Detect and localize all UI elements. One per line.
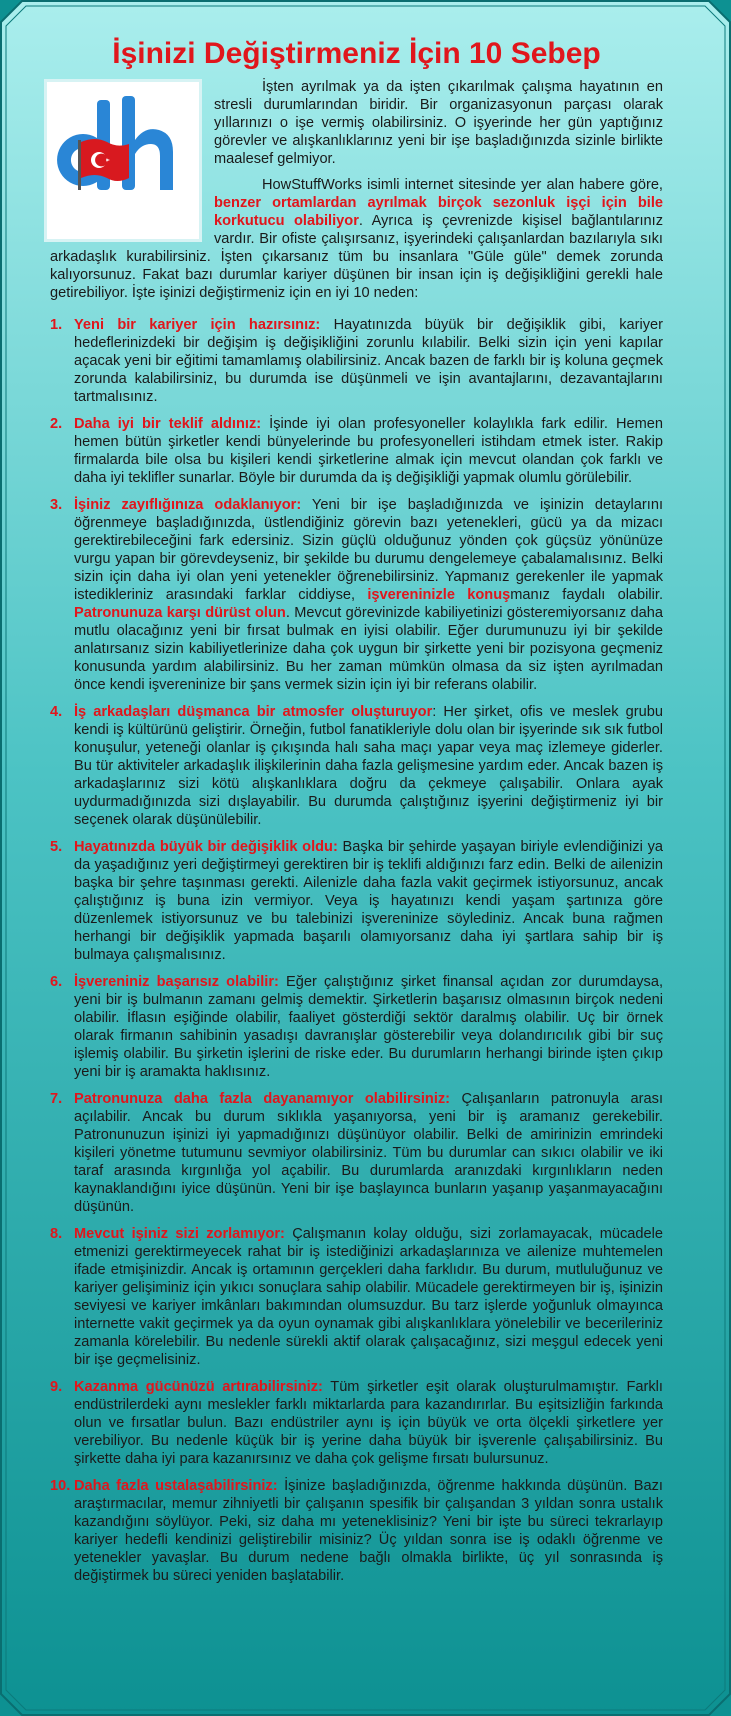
list-item [50,838,663,964]
item-number: 8. [50,1226,63,1242]
item-text: İşinde iyi olan profesyoneller kolaylıkla fark edilir. Hemen hemen bütün şirketler kendi bünyelerinde bu profesyonelleri istihdam etmek ister. Rakip firmalarda bile olsa bu kişileri kendi şirketlerine almak için mevcut olandan çok farklı ve daha iyi teklifler sunarlar. Böyle bir durumda da iş değişikliği yapmak olumlu görülebilir. [74,416,663,486]
item-heading: İşiniz zayıflığınıza odaklanıyor: [74,497,302,513]
item-text: Tüm şirketler eşit olarak oluşturulmamıştır. Farklı endüstrilerdeki aynı meslekler farklı miktarlarda para kazandırırlar. Bu eşitsizliğin farkında olun ve fırsatlar bulun. Bazı endüstriler aynı iş için büyük ve orta ölçekli şirketlere yer verebiliyor. Bu nedenle küçük bir iş yerine daha büyük bir işverenle çalışabilirsiniz. Bu şirkette daha iyi para kazanırsınız ve daha çok gelişme fırsatı bulursunuz. [74,1379,663,1467]
item-number: 5. [50,839,63,855]
item-text: Eğer çalıştığınız şirket finansal açıdan zor durumdaysa, yeni bir iş bulmanın zamanı gelmiş demektir. Şirketlerin başarısız olmasının birçok nedeni olabilir. İflasın eşiğinde olabilir, faaliyet gösterdiği sektör daralmış olabilir. Uç bir örnek olarak firmanın sahibinin yasadışı davranışlar gösterebilir veya dolandırıcılık gibi bir suç işlemiş olabilir. Bu şirketin işlerini de riske eder. Bu durumların herhangi birinde işten çıkıp yeni bir iş aramakta haklısınız. [74,974,663,1080]
article [50,34,663,1594]
item-number: 10. [50,1478,71,1494]
intro-text: . Ayrıca iş çevrenizde kişisel bağlantılarınız vardır. Bir ofiste çalışırsanız, işyerindeki çalışanlardan bazılarıyla sıkı arkadaşlık kurabilirsiniz. İşten çıkarsanız tüm bu insanlara "Güle güle" demek zorunda kalıyorsunuz. Fakat bazı durumlar kariyer düşünen bir insan için iş değişikliğini gerekli hale getirebiliyor. İşte işinizi değiştirmeniz için en iyi 10 neden: [50,213,663,301]
item-text: Çalışanların patronuyla arası açılabilir. Ancak bu durum sıklıkla yaşanıyorsa, yeni bir iş aramanız gerekebilir. Patronunuzun işinizi iyi yapmadığınızı düşünüyor olabilir. Belki de amirinizin emrindeki kişileri yönetme tutumunu sevmiyor olabilirsiniz. Tüm bu durumlar can sıkıcı olabilir ve iki taraf arasında kırgınlığa yol açabilir. Bu durumlarda aranızdaki kırgınlıkların neden kaynaklandığını iyice düşünün. Yeni bir işe başlayınca bunların yaşanıp yaşanmayacağını düşünün. [74,1091,663,1215]
item-text: Başka bir şehirde yaşayan biriyle evlendiğinizi ya da yaşadığınız yeri değiştirmeyi gerektiren bir iş teklifi aldığınızı farz edin. Belki de ailenizin başka bir şehre taşınması gerekti. Ailenizle daha fazla vakit geçirmek istiyorsunuz, ancak çalıştığınız iş buna izin vermiyor. Veya iş hayatınızı kendi yaşam şartınıza göre düzenlemek istiyorsunuz ve bu talebinizi işvereninize söylediniz. Ancak buna rağmen herhangi bir değişiklik yapmada başarılı olamıyorsanız daha iyi şartlara sahip bir iş bulmaya çalışmalısınız. [74,839,663,963]
item-number: 2. [50,416,63,432]
item-heading: Kazanma gücünüzü artırabilirsiniz: [74,1379,323,1395]
list-item [50,496,663,694]
list-item [50,1090,663,1216]
item-number: 7. [50,1091,63,1107]
item-number: 9. [50,1379,63,1395]
item-heading: İş arkadaşları düşmanca bir atmosfer oluşturuyor [74,704,433,720]
intro-text: HowStuffWorks isimli internet sitesinde yer alan habere göre, [262,177,663,193]
intro-highlight: benzer ortamlardan ayrılmak birçok sezonluk işçi için bile korkutucu olabiliyor [214,195,663,229]
item-text: . Mevcut görevinizde kabiliyetinizi gösteremiyorsanız daha mutlu olacağınız yeni bir fırsat bulmak en iyisi olabilir. Eğer durumunuzu iyi bir şekilde anlatırsanız sizin kabiliyetlerinize daha çok uygun bir şirkette yeni bir pozisyona geçmeniz konusunda yardım alabilirsiniz. Bu her zaman mümkün olmasa da siz işten ayrılmadan önce kendi işvereninize bir şans vermek sizin için iyi bir referans olabilir. [74,605,664,693]
item-text: manız faydalı olabilir. [510,587,663,603]
item-heading: Daha fazla ustalaşabilirsiniz: [74,1478,278,1494]
item-heading: Yeni bir kariyer için hazırsınız: [74,317,321,333]
item-text: İşinize başladığınızda, öğrenme hakkında düşünün. Bazı araştırmacılar, memur zihniyetli bir çalışanın spesifik bir çalışandan 3 yıldan sonra ustalık kazandığını söylüyor. Peki, siz daha mı yeteneklisiniz? Yeni bir işte bu süreci tekrarlayıp kariyer hedefli kendinizi geliştirebilir misiniz? Üç yıldan sonra ise iş odaklı öğrenme ve yetenekler yavaşlar. Bu durum nedene bağlı olmakla birlikte, üç yıl sonrasında iş değiştirmek bu süreci yeniden başlatabilir. [74,1478,663,1584]
item-text: : Her şirket, ofis ve meslek grubu kendi iş kültürünü geliştirir. Örneğin, futbol fanatikleriyle dolu olan bir işyerinde sık sık futbol konuşulur, yeteneği olanlar iş çıkışında halı saha maçı yapar veya maç izlemeye giderler. Bu tür aktiviteler arkadaşlık ilişkilerinin daha fazla gelişmesine yardım eder. Ancak bazen iş arkadaşlarınız sizi kötü alışkanlıklara doğru da çekmeye çalışabilir. Onlara ayak uydurmadığınızda sizi dışlayabilir. Bu durumda çalıştığınız işyerini değiştirmeniz iyi bir seçenek olarak düşünülebilir. [74,704,664,828]
intro-paragraph-1: İşten ayrılmak ya da işten çıkarılmak çalışma hayatının en stresli durumlarından biridir. Bir organizasyonun parçası olarak yıllarınızı o işe vermiş olabilirsiniz. O işyerinde her gün yaptığınız görevler ve alışkanlıklarınız yeni bir işe başladığınızda sizinle birlikte maalesef gelmiyor. [214,79,663,167]
item-heading: Mevcut işiniz sizi zorlamıyor: [74,1226,285,1242]
item-heading: İşvereniniz başarısız olabilir: [74,974,279,990]
list-item [50,703,663,829]
list-item [50,415,663,487]
list-item [50,1477,663,1585]
reasons-list [50,316,663,1585]
item-highlight: Patronunuza karşı dürüst olun [74,605,286,621]
item-heading: Patronunuza daha fazla dayanamıyor olabilirsiniz: [74,1091,451,1107]
item-text: Çalışmanın kolay olduğu, sizi zorlamayacak, mücadele etmenizi gerektirmeyecek rahat bir iş istediğinizi arkadaşlarınıza ve ailenize muhtemelen ifade etmişinizdir. Ancak iş ortamının gerçekleri daha farklıdır. Bu durum, mutluluğunuz ve kariyer gelişiminiz için yıkıcı sonuçlara sahip olabilir. Mücadele gerektirmeyen bir iş, işinizin seviyesi ve kariyer imkânları bakımından olumsuzdur. Bu tarz işlerde yoğunluk olmayınca internette vakit geçirmek ya da oyun oynamak gibi alışkanlıklara yönelebilir ve becerileriniz zamanla körelebilir. Bu nedenle sürekli aktif olarak çalışacağınız, sizi meşgul edecek yeni bir işe geçmelisiniz. [74,1226,663,1368]
item-number: 1. [50,317,63,333]
item-number: 6. [50,974,63,990]
item-number: 3. [50,497,63,513]
page-title: İşinizi Değiştirmeniz İçin 10 Sebep [112,37,601,70]
list-item [50,1225,663,1369]
dh-logo-icon [44,79,202,242]
list-item [50,316,663,406]
list-item [50,973,663,1081]
item-heading: Hayatınızda büyük bir değişiklik oldu: [74,839,338,855]
item-number: 4. [50,704,63,720]
item-text: Yeni bir işe başladığınızda ve işinizin detaylarını öğrenmeye başladığınızda, üstlendiğiniz görevin bazı yetenekleri, gücü ya da mizacı gerektirebileceğini fark edersiniz. Sizin güçlü olduğunuz yönden çok güçsüz yönünüze vurgu yapan bir görevdeyseniz, bir şekilde bu durumu dengelemeye çabalamalısınız. Belki sizin için daha iyi olan yeni yetenekler öğrenebilirsiniz. Yapmanız gerekenler ile yapmak istedikleriniz arasındaki farklar ciddiyse, [74,497,663,603]
item-heading: Daha iyi bir teklif aldınız: [74,416,262,432]
item-highlight: işvereninizle konuş [367,587,511,603]
item-text: Hayatınızda büyük bir değişiklik gibi, kariyer hedeflerinizdeki bir değişim iş değişikliğini zorunlu kılabilir. Belki sizin için yeni kapılar açacak yeni bir eğitimi tamamlamış olabilirsiniz. Ancak bazen de farklı bir iş koluna geçmek zorunda kalabilirsiniz, bu durumda ise düşünmeli ve işin avantajlarını, dezavantajlarını tartmalısınız. [74,317,663,405]
list-item [50,1378,663,1468]
